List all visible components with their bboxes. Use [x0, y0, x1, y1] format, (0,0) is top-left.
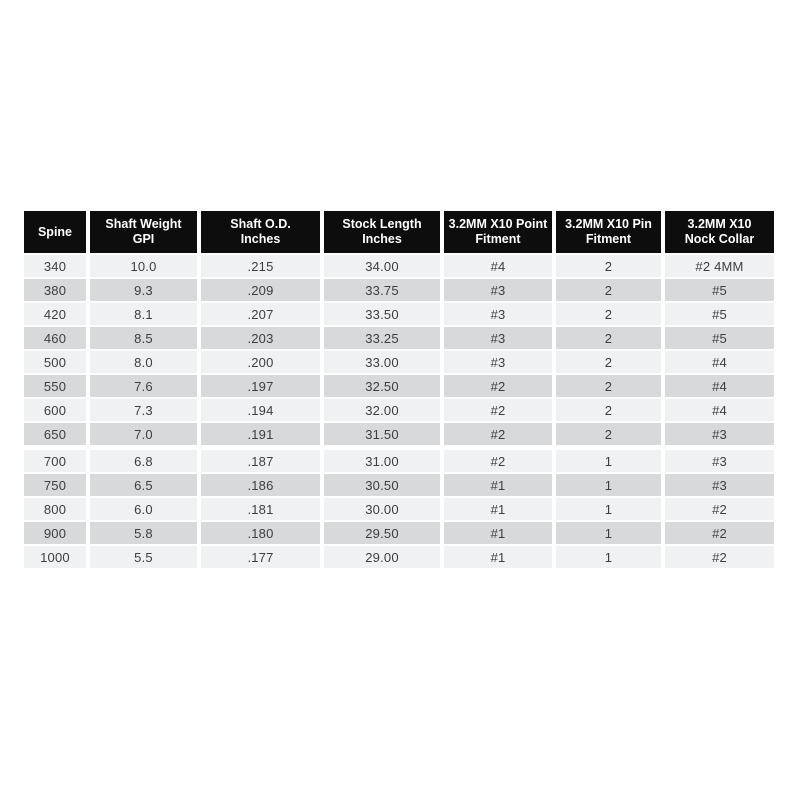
column-header-label: Fitment: [475, 232, 521, 246]
table-body: [24, 255, 774, 568]
table-cell: #5: [665, 327, 774, 349]
table-cell: 33.50: [324, 303, 440, 325]
table-cell: 5.8: [90, 522, 197, 544]
table-cell: 800: [24, 498, 86, 520]
table-cell: #2: [444, 399, 552, 421]
table-row: [24, 375, 774, 397]
table-cell: #3: [444, 303, 552, 325]
column-header-stock-length-inches: [324, 211, 440, 253]
column-header-label: Inches: [240, 232, 281, 246]
table-row: [24, 279, 774, 301]
table-cell: #1: [444, 498, 552, 520]
table-cell: .209: [201, 279, 320, 301]
column-header-label: Spine: [37, 224, 73, 239]
table-cell: 600: [24, 399, 86, 421]
table-cell: 1: [556, 450, 661, 472]
table-cell: 2: [556, 399, 661, 421]
table-row: [24, 327, 774, 349]
table-cell: .181: [201, 498, 320, 520]
table-cell: 31.00: [324, 450, 440, 472]
table-row: [24, 522, 774, 544]
column-header-label: Stock Length: [342, 217, 422, 231]
table-cell: #4: [665, 375, 774, 397]
table-cell: 6.0: [90, 498, 197, 520]
table-cell: 6.8: [90, 450, 197, 472]
table-cell: 2: [556, 327, 661, 349]
table-cell: 500: [24, 351, 86, 373]
table-cell: 2: [556, 279, 661, 301]
table-row: [24, 546, 774, 568]
table-cell: .191: [201, 423, 320, 445]
table-cell: 1000: [24, 546, 86, 568]
table-cell: 2: [556, 375, 661, 397]
table-cell: 30.50: [324, 474, 440, 496]
table-cell: 1: [556, 474, 661, 496]
column-header-label: Nock Collar: [684, 232, 755, 246]
table-row: [24, 255, 774, 277]
table-cell: 650: [24, 423, 86, 445]
table-cell: 460: [24, 327, 86, 349]
table-cell: 340: [24, 255, 86, 277]
table-cell: 2: [556, 255, 661, 277]
table-cell: 33.00: [324, 351, 440, 373]
table-cell: #3: [665, 423, 774, 445]
table-header: [24, 211, 774, 253]
column-header-point-fitment: [444, 211, 552, 253]
table-cell: .177: [201, 546, 320, 568]
table-cell: 2: [556, 351, 661, 373]
column-header-spine: [24, 211, 86, 253]
table-cell: 900: [24, 522, 86, 544]
column-header-shaft-weight-gpi: [90, 211, 197, 253]
table-cell: 2: [556, 303, 661, 325]
column-header-nock-collar: [665, 211, 774, 253]
table-cell: 30.00: [324, 498, 440, 520]
table-cell: #2: [665, 522, 774, 544]
table-cell: .200: [201, 351, 320, 373]
table-cell: #3: [444, 351, 552, 373]
table-cell: .186: [201, 474, 320, 496]
table-cell: .215: [201, 255, 320, 277]
table-cell: #2: [665, 546, 774, 568]
table-cell: 7.0: [90, 423, 197, 445]
table-cell: 7.3: [90, 399, 197, 421]
column-header-label: Inches: [362, 232, 402, 246]
table-cell: 9.3: [90, 279, 197, 301]
row-group-divider: [24, 447, 774, 448]
table-cell: 8.5: [90, 327, 197, 349]
column-header-label: 3.2MM X10: [687, 217, 752, 231]
table-row: [24, 498, 774, 520]
table-cell: 420: [24, 303, 86, 325]
column-header-label: Shaft Weight: [105, 217, 182, 231]
table-cell: 32.50: [324, 375, 440, 397]
table-cell: 700: [24, 450, 86, 472]
table-cell: 32.00: [324, 399, 440, 421]
table-cell: 6.5: [90, 474, 197, 496]
table-cell: #5: [665, 279, 774, 301]
column-header-label: Fitment: [585, 232, 632, 246]
table-cell: 2: [556, 423, 661, 445]
table-cell: #1: [444, 474, 552, 496]
header-row: [24, 211, 774, 253]
table-cell: 29.50: [324, 522, 440, 544]
table-cell: #2: [444, 375, 552, 397]
table-cell: 10.0: [90, 255, 197, 277]
table-cell: 33.75: [324, 279, 440, 301]
table-cell: 31.50: [324, 423, 440, 445]
table-cell: .207: [201, 303, 320, 325]
spec-table: [20, 209, 778, 570]
table-cell: #2: [665, 498, 774, 520]
table-row: [24, 303, 774, 325]
table-cell: #1: [444, 546, 552, 568]
table-cell: 7.6: [90, 375, 197, 397]
table-row: [24, 450, 774, 472]
table-cell: #5: [665, 303, 774, 325]
table-cell: #3: [444, 279, 552, 301]
table-cell: 750: [24, 474, 86, 496]
row-group-divider-cell: [24, 447, 774, 448]
table-row: [24, 474, 774, 496]
table-cell: 34.00: [324, 255, 440, 277]
table-cell: #2: [444, 423, 552, 445]
table-cell: .187: [201, 450, 320, 472]
table-cell: 8.0: [90, 351, 197, 373]
table-cell: #3: [444, 327, 552, 349]
column-header-label: Shaft O.D.: [230, 217, 291, 231]
table-cell: .197: [201, 375, 320, 397]
column-header-label: GPI: [132, 232, 155, 246]
table-cell: #3: [665, 474, 774, 496]
table-cell: 1: [556, 522, 661, 544]
table-cell: #4: [444, 255, 552, 277]
table-cell: #4: [665, 351, 774, 373]
table-cell: #2: [444, 450, 552, 472]
table-cell: .194: [201, 399, 320, 421]
column-header-label: 3.2MM X10 Point: [448, 217, 548, 231]
table-cell: 380: [24, 279, 86, 301]
column-header-label: 3.2MM X10 Pin: [565, 217, 652, 231]
table-cell: 33.25: [324, 327, 440, 349]
table-cell: #3: [665, 450, 774, 472]
table-cell: 5.5: [90, 546, 197, 568]
table-row: [24, 351, 774, 373]
arrow-shaft-spec-table-container: [20, 209, 778, 570]
table-cell: .203: [201, 327, 320, 349]
table-cell: #1: [444, 522, 552, 544]
column-header-pin-fitment: [556, 211, 661, 253]
table-cell: .180: [201, 522, 320, 544]
table-cell: 29.00: [324, 546, 440, 568]
table-cell: 8.1: [90, 303, 197, 325]
table-row: [24, 399, 774, 421]
table-row: [24, 423, 774, 445]
table-cell: #2 4MM: [665, 255, 774, 277]
table-cell: 1: [556, 546, 661, 568]
table-cell: 550: [24, 375, 86, 397]
table-cell: 1: [556, 498, 661, 520]
table-cell: #4: [665, 399, 774, 421]
column-header-shaft-od-inches: [201, 211, 320, 253]
